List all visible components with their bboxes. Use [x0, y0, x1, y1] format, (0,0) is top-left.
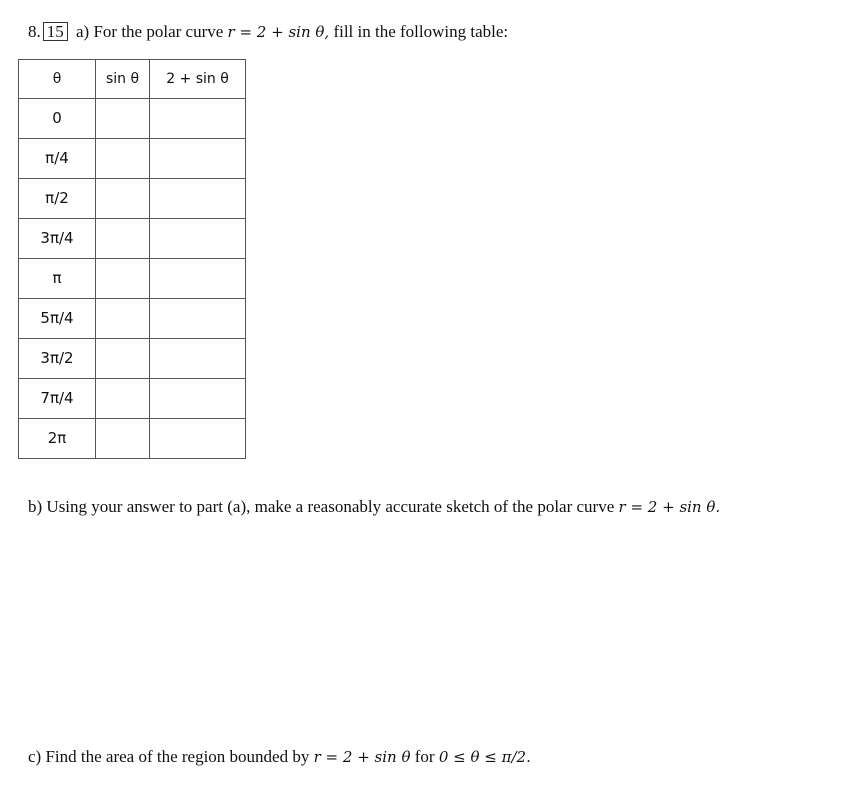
- header-sin-theta: sin θ: [96, 60, 150, 99]
- r-answer-cell[interactable]: [150, 379, 246, 419]
- header-theta: θ: [19, 60, 96, 99]
- sin-answer-cell[interactable]: [96, 299, 150, 339]
- theta-cell: π: [19, 259, 96, 299]
- theta-cell: π/4: [19, 139, 96, 179]
- sin-answer-cell[interactable]: [96, 259, 150, 299]
- part-b-label: b) Using your answer to part (a), make a reasonably accurate sketch of the polar curve: [28, 497, 615, 516]
- question-number: 8.: [28, 22, 41, 41]
- r-answer-cell[interactable]: [150, 219, 246, 259]
- part-c-label: c) Find the area of the region bounded by: [28, 747, 310, 766]
- r-answer-cell[interactable]: [150, 99, 246, 139]
- table-row: [19, 299, 246, 339]
- part-c-range: 0 ≤ θ ≤ π/2.: [438, 748, 531, 766]
- r-answer-cell[interactable]: [150, 299, 246, 339]
- part-a-prompt: [28, 22, 508, 42]
- table-row: [19, 219, 246, 259]
- table-row: [19, 99, 246, 139]
- points-box: 15: [43, 22, 68, 41]
- theta-cell: 2π: [19, 419, 96, 459]
- r-answer-cell[interactable]: [150, 139, 246, 179]
- r-answer-cell[interactable]: [150, 179, 246, 219]
- values-table: [18, 59, 246, 459]
- table-row: [19, 139, 246, 179]
- table-row: [19, 259, 246, 299]
- theta-cell: π/2: [19, 179, 96, 219]
- theta-cell: 5π/4: [19, 299, 96, 339]
- r-answer-cell[interactable]: [150, 339, 246, 379]
- part-c-mid: for: [414, 747, 435, 766]
- theta-cell: 7π/4: [19, 379, 96, 419]
- r-answer-cell[interactable]: [150, 419, 246, 459]
- sin-answer-cell[interactable]: [96, 419, 150, 459]
- sin-answer-cell[interactable]: [96, 219, 150, 259]
- sin-answer-cell[interactable]: [96, 339, 150, 379]
- part-b-equation: r = 2 + sin θ.: [618, 498, 721, 516]
- r-answer-cell[interactable]: [150, 259, 246, 299]
- part-a-label: a) For the polar curve: [76, 22, 224, 41]
- header-two-plus-sin-theta: 2 + sin θ: [150, 60, 246, 99]
- theta-cell: 3π/4: [19, 219, 96, 259]
- part-c-equation: r = 2 + sin θ: [313, 748, 411, 766]
- sin-answer-cell[interactable]: [96, 139, 150, 179]
- table-row: [19, 419, 246, 459]
- theta-cell: 3π/2: [19, 339, 96, 379]
- sin-answer-cell[interactable]: [96, 379, 150, 419]
- part-a-suffix: fill in the following table:: [333, 22, 509, 41]
- table-row: [19, 179, 246, 219]
- part-a-equation: r = 2 + sin θ,: [227, 23, 330, 41]
- sin-answer-cell[interactable]: [96, 179, 150, 219]
- theta-cell: 0: [19, 99, 96, 139]
- part-b-prompt: [28, 497, 720, 517]
- table-row: [19, 339, 246, 379]
- part-c-prompt: [28, 747, 531, 767]
- table-header-row: [19, 60, 246, 99]
- table-row: [19, 379, 246, 419]
- sin-answer-cell[interactable]: [96, 99, 150, 139]
